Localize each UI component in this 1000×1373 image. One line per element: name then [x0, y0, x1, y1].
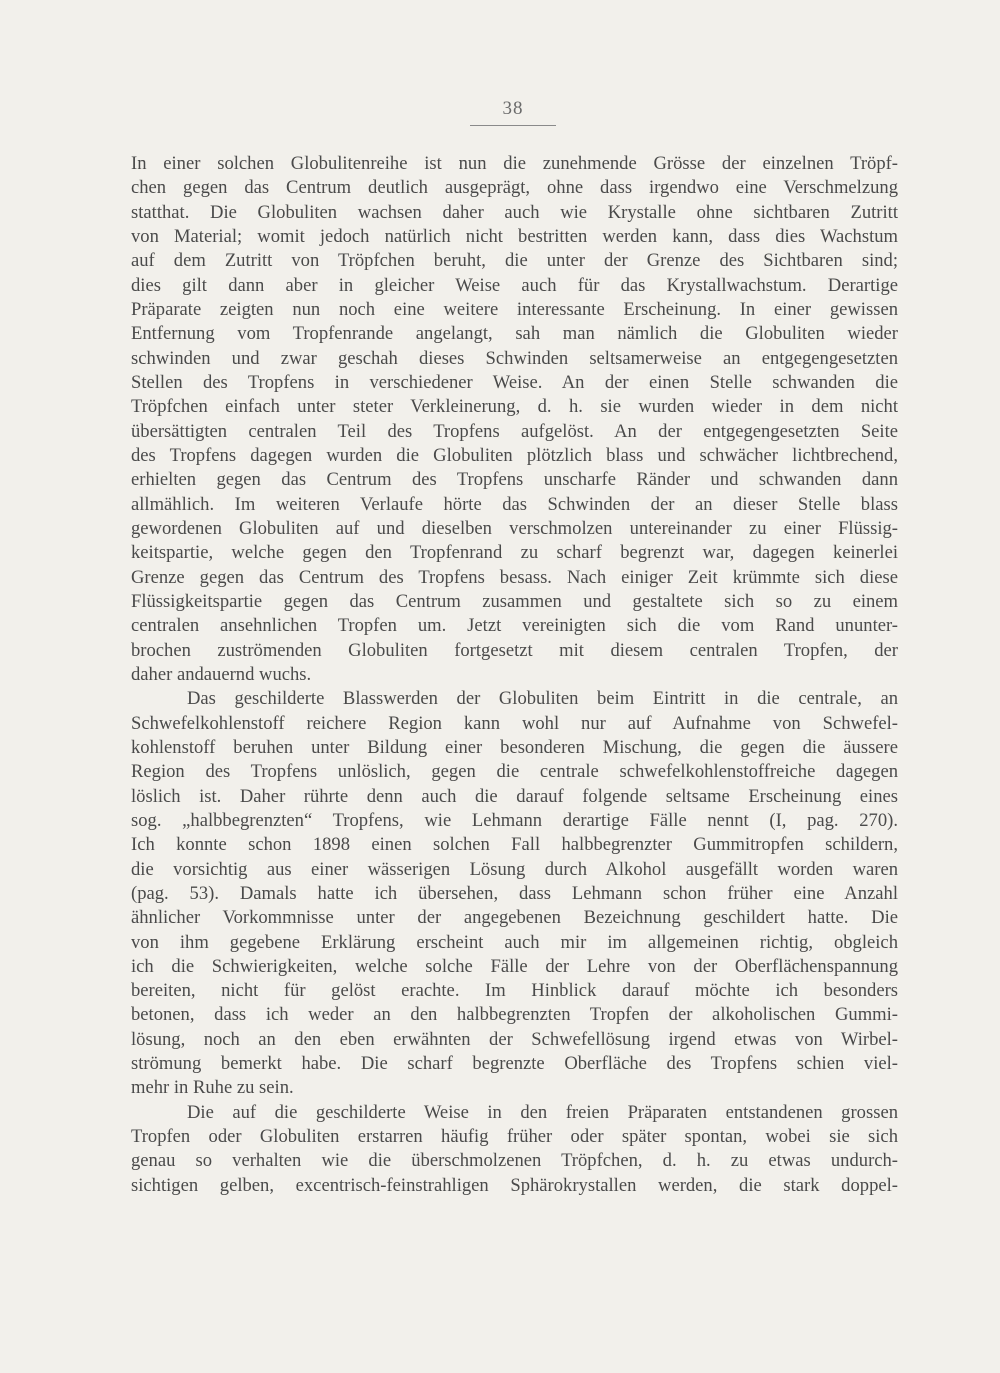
text-line: allmählich. Im weiteren Verlaufe hörte das Schwinden der an dieser Stelle blass — [131, 493, 898, 515]
text-line: In einer solchen Globulitenreihe ist nun die zunehmende Grösse der einzelnen Tröpf- — [131, 153, 898, 174]
text-line: Präparate zeigten nun noch eine weitere interessante Erscheinung. In einer gewissen — [131, 298, 898, 320]
text-line: statthat. Die Globuliten wachsen daher auch wie Krystalle ohne sichtbaren Zutritt — [131, 201, 898, 223]
text-line: die vorsichtig aus einer wässerigen Lösung durch Alkohol ausgefällt worden waren — [131, 858, 898, 880]
text-line: löslich ist. Daher rührte denn auch die darauf folgende seltsame Erscheinung eines — [131, 785, 898, 807]
text-line: ähnlicher Vorkommnisse unter der angegebenen Bezeichnung geschildert hatte. Die — [131, 907, 898, 929]
text-line: lösung, noch an den eben erwähnten der Schwefellösung irgend etwas von Wirbel- — [131, 1028, 898, 1050]
text-line: Das geschilderte Blasswerden der Globuliten beim Eintritt in die centrale, an — [187, 688, 898, 710]
page-number-rule — [470, 125, 556, 126]
text-line: kohlenstoff beruhen unter Bildung einer besonderen Mischung, die gegen die äussere — [131, 736, 898, 758]
text-line: von Material; womit jedoch natürlich nicht bestritten werden kann, dass dies Wachstum — [131, 225, 898, 247]
text-line: daher andauernd wuchs. — [131, 663, 312, 685]
text-line: schwinden und zwar geschah dieses Schwinden seltsamerweise an entgegengesetzten — [131, 347, 898, 369]
text-line: betonen, dass ich weder an den halbbegrenzten Tropfen der alkoholischen Gummi- — [131, 1004, 898, 1026]
text-line: Die auf die geschilderte Weise in den freien Präparaten entstandenen grossen — [187, 1101, 898, 1123]
text-line: keitspartie, welche gegen den Tropfenrand zu scharf begrenzt war, dagegen keinerlei — [131, 542, 898, 564]
text-line: Region des Tropfens unlöslich, gegen die centrale schwefelkohlenstoffreiche dagegen — [131, 761, 898, 783]
text-line: centralen ansehnlichen Tropfen um. Jetzt vereinigten sich die vom Rand ununter- — [131, 615, 898, 637]
paragraph — [131, 687, 898, 1101]
text-line: ich die Schwierigkeiten, welche solche Fälle der Lehre von der Oberflächenspannung — [131, 955, 898, 977]
text-line: Ich konnte schon 1898 einen solchen Fall halbbegrenzter Gummitropfen schildern, — [131, 834, 898, 856]
text-line: auf dem Zutritt von Tröpfchen beruht, die unter der Grenze des Sichtbaren sind; — [131, 250, 898, 272]
text-line: Schwefelkohlenstoff reichere Region kann wohl nur auf Aufnahme von Schwefel- — [131, 712, 898, 734]
text-line: brochen zuströmenden Globuliten fortgesetzt mit diesem centralen Tropfen, der — [131, 639, 898, 661]
text-line: Tropfen oder Globuliten erstarren häufig früher oder später spontan, wobei sie sich — [131, 1126, 898, 1148]
page-number: 38 — [502, 98, 524, 119]
text-line: (pag. 53). Damals hatte ich übersehen, dass Lehmann schon früher eine Anzahl — [131, 882, 898, 904]
text-line: genau so verhalten wie die überschmolzenen Tröpfchen, d. h. zu etwas undurch- — [131, 1150, 898, 1172]
text-line: sog. „halbbegrenzten“ Tropfens, wie Lehmann derartige Fälle nennt (I, pag. 270). — [131, 809, 898, 831]
text-line: erhielten gegen das Centrum des Tropfens unscharfe Ränder und schwanden dann — [131, 469, 898, 491]
body-text — [131, 152, 898, 1198]
text-line: mehr in Ruhe zu sein. — [131, 1077, 294, 1099]
text-line: Entfernung vom Tropfenrande angelangt, sah man nämlich die Globuliten wieder — [131, 323, 898, 345]
text-line: Stellen des Tropfens in verschiedener Weise. An der einen Stelle schwanden die — [131, 371, 898, 393]
text-line: Flüssigkeitspartie gegen das Centrum zusammen und gestaltete sich so zu einem — [131, 590, 898, 612]
paragraph — [131, 152, 898, 687]
text-line: Tröpfchen einfach unter steter Verkleinerung, d. h. sie wurden wieder in dem nicht — [131, 396, 898, 418]
text-line: übersättigten centralen Teil des Tropfens aufgelöst. An der entgegengesetzten Seite — [131, 420, 898, 442]
text-line: bereiten, nicht für gelöst erachte. Im Hinblick darauf möchte ich besonders — [131, 980, 898, 1002]
text-line: von ihm gegebene Erklärung erscheint auch mir im allgemeinen richtig, obgleich — [131, 931, 898, 953]
text-line: dies gilt dann aber in gleicher Weise auch für das Krystallwachstum. Derartige — [131, 274, 898, 296]
paragraph — [131, 1101, 898, 1198]
text-line: Grenze gegen das Centrum des Tropfens besass. Nach einiger Zeit krümmte sich diese — [131, 566, 898, 588]
text-line: sichtigen gelben, excentrisch-feinstrahligen Sphärokrystallen werden, die stark doppel- — [131, 1174, 898, 1196]
text-line: des Tropfens dagegen wurden die Globuliten plötzlich blass und schwächer lichtbrechend, — [131, 444, 898, 466]
text-line: strömung bemerkt habe. Die scharf begrenzte Oberfläche des Tropfens schien viel- — [131, 1053, 898, 1075]
text-line: gewordenen Globuliten auf und dieselben verschmolzen untereinander zu einer Flüssig- — [131, 517, 898, 539]
text-line: chen gegen das Centrum deutlich ausgeprägt, ohne dass irgendwo eine Verschmelzung — [131, 177, 898, 199]
